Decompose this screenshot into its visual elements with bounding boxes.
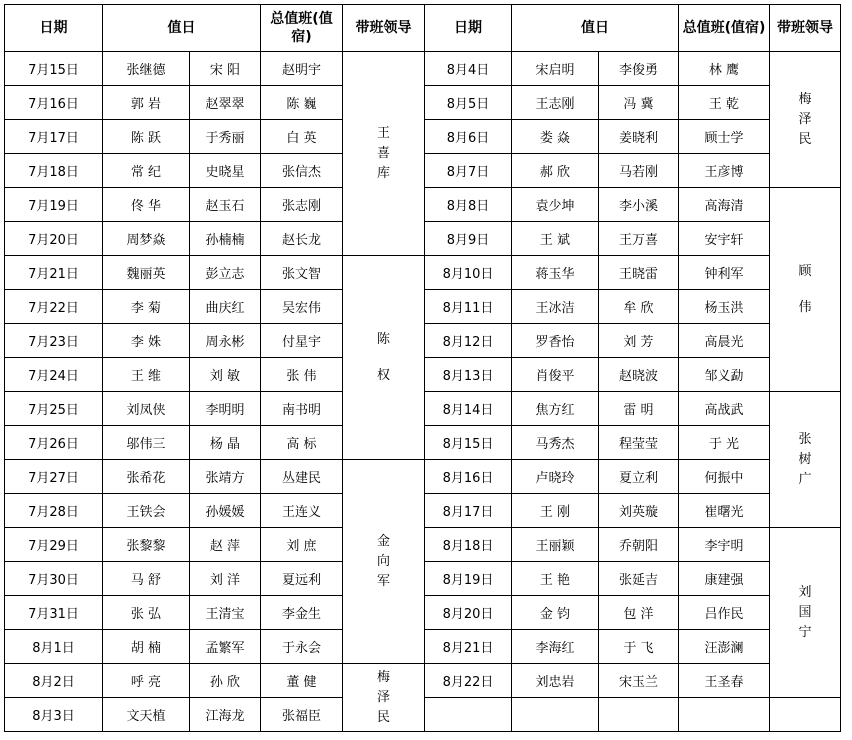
chief-cell: 王圣春 xyxy=(679,664,770,698)
date-cell: 8月17日 xyxy=(425,494,512,528)
date-cell: 7月26日 xyxy=(5,426,103,460)
leader-name-char: 梅 xyxy=(798,91,812,107)
date-cell: 7月29日 xyxy=(5,528,103,562)
duty-name-cell: 张黎黎 xyxy=(103,528,190,562)
duty-roster-table xyxy=(4,4,841,732)
left-leader-cell xyxy=(343,460,425,664)
chief-cell: 崔曙光 xyxy=(679,494,770,528)
duty-name-cell: 王晓雷 xyxy=(599,256,679,290)
duty-name-cell: 江海龙 xyxy=(190,698,261,732)
chief-cell: 邹义勐 xyxy=(679,358,770,392)
duty-name-cell: 郭 岩 xyxy=(103,86,190,120)
chief-cell: 何振中 xyxy=(679,460,770,494)
empty-cell xyxy=(425,698,512,732)
date-cell: 8月8日 xyxy=(425,188,512,222)
empty-cell xyxy=(512,698,599,732)
duty-name-cell: 周梦焱 xyxy=(103,222,190,256)
chief-cell: 南书明 xyxy=(261,392,343,426)
roster-body xyxy=(5,52,841,732)
chief-cell: 张信杰 xyxy=(261,154,343,188)
date-cell: 7月30日 xyxy=(5,562,103,596)
leader-name-char: 向 xyxy=(376,553,390,569)
chief-cell: 林 鹰 xyxy=(679,52,770,86)
leader-name-char: 权 xyxy=(376,367,390,383)
chief-cell: 夏远利 xyxy=(261,562,343,596)
duty-name-cell: 张继德 xyxy=(103,52,190,86)
duty-name-cell: 孙 欣 xyxy=(190,664,261,698)
date-cell: 8月15日 xyxy=(425,426,512,460)
duty-name-cell: 邬伟三 xyxy=(103,426,190,460)
chief-cell: 李宇明 xyxy=(679,528,770,562)
duty-name-cell: 袁少坤 xyxy=(512,188,599,222)
date-cell: 8月12日 xyxy=(425,324,512,358)
date-cell: 8月13日 xyxy=(425,358,512,392)
leader-name-char: 喜 xyxy=(376,145,390,161)
duty-name-cell: 李 姝 xyxy=(103,324,190,358)
duty-name-cell: 李小溪 xyxy=(599,188,679,222)
chief-cell: 于永会 xyxy=(261,630,343,664)
duty-name-cell: 王冰洁 xyxy=(512,290,599,324)
leader-name-char: 伟 xyxy=(798,299,812,315)
date-cell: 7月25日 xyxy=(5,392,103,426)
leader-name-char: 泽 xyxy=(798,111,812,127)
header-leader-right: 带班领导 xyxy=(770,5,841,52)
duty-name-cell: 郝 欣 xyxy=(512,154,599,188)
leader-char-gap xyxy=(343,350,424,366)
chief-cell: 丛建民 xyxy=(261,460,343,494)
date-cell: 8月11日 xyxy=(425,290,512,324)
duty-name-cell: 于 飞 xyxy=(599,630,679,664)
chief-cell: 白 英 xyxy=(261,120,343,154)
empty-cell xyxy=(770,698,841,732)
duty-name-cell: 赵翠翠 xyxy=(190,86,261,120)
chief-cell: 付星宇 xyxy=(261,324,343,358)
duty-name-cell: 马秀杰 xyxy=(512,426,599,460)
duty-name-cell: 孙楠楠 xyxy=(190,222,261,256)
header-chief-left: 总值班(值宿) xyxy=(261,5,343,52)
duty-name-cell: 程莹莹 xyxy=(599,426,679,460)
date-cell: 8月10日 xyxy=(425,256,512,290)
duty-name-cell: 王 斌 xyxy=(512,222,599,256)
duty-name-cell: 刘 洋 xyxy=(190,562,261,596)
header-date-right: 日期 xyxy=(425,5,512,52)
chief-cell: 钟利军 xyxy=(679,256,770,290)
chief-cell: 张志刚 xyxy=(261,188,343,222)
duty-name-cell: 卢晓玲 xyxy=(512,460,599,494)
duty-name-cell: 宋 阳 xyxy=(190,52,261,86)
duty-name-cell: 金 钧 xyxy=(512,596,599,630)
duty-name-cell: 罗香怡 xyxy=(512,324,599,358)
duty-name-cell: 张希花 xyxy=(103,460,190,494)
date-cell: 7月23日 xyxy=(5,324,103,358)
duty-name-cell: 孟繁军 xyxy=(190,630,261,664)
date-cell: 7月27日 xyxy=(5,460,103,494)
duty-name-cell: 姜晓利 xyxy=(599,120,679,154)
date-cell: 8月16日 xyxy=(425,460,512,494)
chief-cell: 刘 庶 xyxy=(261,528,343,562)
date-cell: 7月21日 xyxy=(5,256,103,290)
duty-name-cell: 牟 欣 xyxy=(599,290,679,324)
date-cell: 8月4日 xyxy=(425,52,512,86)
duty-name-cell: 呼 亮 xyxy=(103,664,190,698)
left-leader-cell xyxy=(343,664,425,732)
duty-name-cell: 周永彬 xyxy=(190,324,261,358)
duty-name-cell: 文天植 xyxy=(103,698,190,732)
chief-cell: 顾士学 xyxy=(679,120,770,154)
right-leader-cell xyxy=(770,52,841,188)
date-cell: 7月20日 xyxy=(5,222,103,256)
duty-name-cell: 王万喜 xyxy=(599,222,679,256)
chief-cell: 董 健 xyxy=(261,664,343,698)
table-row xyxy=(5,664,841,698)
date-cell: 8月14日 xyxy=(425,392,512,426)
duty-name-cell: 张延吉 xyxy=(599,562,679,596)
duty-name-cell: 杨 晶 xyxy=(190,426,261,460)
duty-name-cell: 雷 明 xyxy=(599,392,679,426)
duty-name-cell: 焦方红 xyxy=(512,392,599,426)
chief-cell: 赵明宇 xyxy=(261,52,343,86)
date-cell: 8月21日 xyxy=(425,630,512,664)
duty-name-cell: 王志刚 xyxy=(512,86,599,120)
empty-cell xyxy=(679,698,770,732)
date-cell: 7月17日 xyxy=(5,120,103,154)
date-cell: 8月7日 xyxy=(425,154,512,188)
duty-name-cell: 蒋玉华 xyxy=(512,256,599,290)
leader-name-char: 陈 xyxy=(376,331,390,347)
duty-name-cell: 张 弘 xyxy=(103,596,190,630)
leader-name-char: 树 xyxy=(798,451,812,467)
leader-name-char: 民 xyxy=(798,131,812,147)
date-cell: 8月2日 xyxy=(5,664,103,698)
duty-name-cell: 刘 芳 xyxy=(599,324,679,358)
chief-cell: 于 光 xyxy=(679,426,770,460)
duty-name-cell: 王丽颖 xyxy=(512,528,599,562)
chief-cell: 王连义 xyxy=(261,494,343,528)
table-row xyxy=(5,460,841,494)
duty-name-cell: 王铁会 xyxy=(103,494,190,528)
header-date-left: 日期 xyxy=(5,5,103,52)
chief-cell: 杨玉洪 xyxy=(679,290,770,324)
date-cell: 7月22日 xyxy=(5,290,103,324)
duty-name-cell: 娄 焱 xyxy=(512,120,599,154)
date-cell: 8月3日 xyxy=(5,698,103,732)
duty-name-cell: 常 纪 xyxy=(103,154,190,188)
leader-name-char: 广 xyxy=(798,471,812,487)
date-cell: 7月16日 xyxy=(5,86,103,120)
leader-name-char: 刘 xyxy=(798,584,812,600)
duty-name-cell: 刘忠岩 xyxy=(512,664,599,698)
duty-name-cell: 王 维 xyxy=(103,358,190,392)
chief-cell: 吴宏伟 xyxy=(261,290,343,324)
leader-name-char: 民 xyxy=(376,709,390,725)
duty-name-cell: 马 舒 xyxy=(103,562,190,596)
duty-name-cell: 肖俊平 xyxy=(512,358,599,392)
leader-name-char: 国 xyxy=(798,604,812,620)
leader-name-char: 金 xyxy=(376,533,390,549)
duty-name-cell: 李俊勇 xyxy=(599,52,679,86)
chief-cell: 张 伟 xyxy=(261,358,343,392)
date-cell: 7月18日 xyxy=(5,154,103,188)
date-cell: 7月24日 xyxy=(5,358,103,392)
chief-cell: 李金生 xyxy=(261,596,343,630)
header-row xyxy=(5,5,841,52)
duty-name-cell: 魏丽英 xyxy=(103,256,190,290)
duty-name-cell: 刘凤侠 xyxy=(103,392,190,426)
right-leader-cell xyxy=(770,392,841,528)
date-cell: 8月6日 xyxy=(425,120,512,154)
chief-cell: 张文智 xyxy=(261,256,343,290)
duty-name-cell: 张靖方 xyxy=(190,460,261,494)
duty-name-cell: 赵 萍 xyxy=(190,528,261,562)
chief-cell: 高战武 xyxy=(679,392,770,426)
date-cell: 8月19日 xyxy=(425,562,512,596)
chief-cell: 王彦博 xyxy=(679,154,770,188)
right-leader-cell xyxy=(770,188,841,392)
duty-name-cell: 王清宝 xyxy=(190,596,261,630)
leader-name-char: 泽 xyxy=(376,689,390,705)
chief-cell: 汪澎澜 xyxy=(679,630,770,664)
duty-name-cell: 夏立利 xyxy=(599,460,679,494)
duty-name-cell: 宋启明 xyxy=(512,52,599,86)
date-cell: 8月9日 xyxy=(425,222,512,256)
chief-cell: 王 乾 xyxy=(679,86,770,120)
table-row xyxy=(5,256,841,290)
leader-name-char: 王 xyxy=(376,125,390,141)
duty-name-cell: 王 艳 xyxy=(512,562,599,596)
duty-name-cell: 佟 华 xyxy=(103,188,190,222)
leader-name-char: 库 xyxy=(376,165,390,181)
table-row xyxy=(5,52,841,86)
date-cell: 7月19日 xyxy=(5,188,103,222)
leader-char-gap xyxy=(770,282,840,298)
chief-cell: 安宇轩 xyxy=(679,222,770,256)
header-duty-right: 值日 xyxy=(512,5,679,52)
date-cell: 7月15日 xyxy=(5,52,103,86)
empty-cell xyxy=(599,698,679,732)
date-cell: 8月18日 xyxy=(425,528,512,562)
duty-name-cell: 李明明 xyxy=(190,392,261,426)
duty-name-cell: 包 洋 xyxy=(599,596,679,630)
chief-cell: 高海清 xyxy=(679,188,770,222)
duty-name-cell: 宋玉兰 xyxy=(599,664,679,698)
duty-name-cell: 孙媛媛 xyxy=(190,494,261,528)
duty-name-cell: 赵晓波 xyxy=(599,358,679,392)
header-chief-right: 总值班(值宿) xyxy=(679,5,770,52)
header-leader-left: 带班领导 xyxy=(343,5,425,52)
date-cell: 8月22日 xyxy=(425,664,512,698)
date-cell: 7月28日 xyxy=(5,494,103,528)
date-cell: 8月20日 xyxy=(425,596,512,630)
duty-name-cell: 陈 跃 xyxy=(103,120,190,154)
date-cell: 7月31日 xyxy=(5,596,103,630)
leader-name-char: 梅 xyxy=(376,669,390,685)
duty-name-cell: 胡 楠 xyxy=(103,630,190,664)
chief-cell: 赵长龙 xyxy=(261,222,343,256)
leader-name-char: 张 xyxy=(798,431,812,447)
duty-name-cell: 赵玉石 xyxy=(190,188,261,222)
duty-name-cell: 冯 冀 xyxy=(599,86,679,120)
duty-name-cell: 乔朝阳 xyxy=(599,528,679,562)
chief-cell: 张福臣 xyxy=(261,698,343,732)
date-cell: 8月5日 xyxy=(425,86,512,120)
date-cell: 8月1日 xyxy=(5,630,103,664)
duty-name-cell: 王 刚 xyxy=(512,494,599,528)
leader-name-char: 顾 xyxy=(798,263,812,279)
left-leader-cell xyxy=(343,256,425,460)
duty-name-cell: 李 菊 xyxy=(103,290,190,324)
chief-cell: 高 标 xyxy=(261,426,343,460)
duty-name-cell: 刘 敏 xyxy=(190,358,261,392)
chief-cell: 吕作民 xyxy=(679,596,770,630)
chief-cell: 陈 巍 xyxy=(261,86,343,120)
leader-name-char: 军 xyxy=(376,573,390,589)
left-leader-cell xyxy=(343,52,425,256)
duty-name-cell: 李海红 xyxy=(512,630,599,664)
duty-name-cell: 曲庆红 xyxy=(190,290,261,324)
leader-name-char: 宁 xyxy=(798,624,812,640)
duty-name-cell: 于秀丽 xyxy=(190,120,261,154)
duty-name-cell: 彭立志 xyxy=(190,256,261,290)
duty-name-cell: 马若刚 xyxy=(599,154,679,188)
duty-name-cell: 刘英璇 xyxy=(599,494,679,528)
header-duty-left: 值日 xyxy=(103,5,261,52)
chief-cell: 康建强 xyxy=(679,562,770,596)
chief-cell: 高晨光 xyxy=(679,324,770,358)
duty-name-cell: 史晓星 xyxy=(190,154,261,188)
right-leader-cell xyxy=(770,528,841,698)
